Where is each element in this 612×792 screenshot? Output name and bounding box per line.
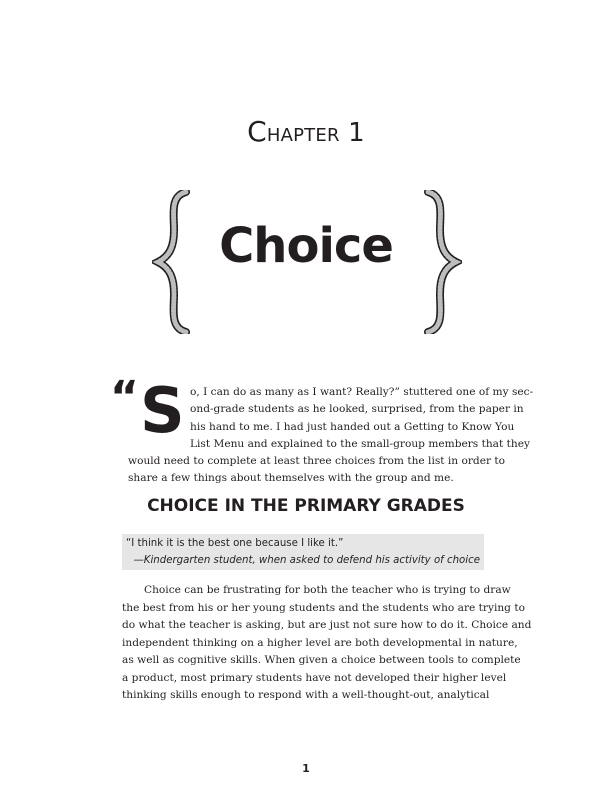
body-line: do what the teacher is asking, but are just not sure how to do it. Choice and [122,619,532,631]
opening-quote-mark: “ [110,372,139,423]
body-line: thinking skills enough to respond with a well-thought-out, analytical [122,689,490,701]
body-line: independent thinking on a higher level are both developmental in nature, [122,636,518,649]
intro-line: share a few things about themselves with the group and me. [128,472,454,485]
body-paragraph [122,582,532,705]
right-brace-ornament [418,190,462,334]
quote-attribution: —Kindergarten student, when asked to defend his activity of choice [133,555,480,566]
body-line: as well as cognitive skills. When given a choice between tools to complete [122,654,521,666]
chapter-label-initial: C [247,115,267,148]
section-heading: CHOICE IN THE PRIMARY GRADES [147,496,465,516]
body-line: a product, most primary students have not developed their higher level [122,671,507,684]
intro-line: ond-grade students as he looked, surprised, from the paper in [190,403,524,416]
chapter-label-rest: hapter 1 [266,118,365,148]
page-number: 1 [302,762,310,775]
body-line: the best from his or her young students and the students who are trying to [122,601,525,614]
intro-line: his hand to me. I had just handed out a Getting to Know You [190,420,515,433]
quote-text: “I think it is the best one because I like it.” [126,538,344,549]
intro-line: o, I can do as many as I want? Really?” stuttered one of my sec- [190,386,534,398]
intro-line: would need to complete at least three choices from the list in order to [128,455,506,468]
intro-line: List Menu and explained to the small-group members that they [190,437,530,450]
quote-box [122,534,484,570]
intro-paragraph [128,384,534,488]
body-line: Choice can be frustrating for both the teacher who is trying to draw [144,584,511,596]
chapter-label [0,115,612,148]
drop-cap: S [140,374,185,447]
chapter-title: Choice [219,218,393,274]
